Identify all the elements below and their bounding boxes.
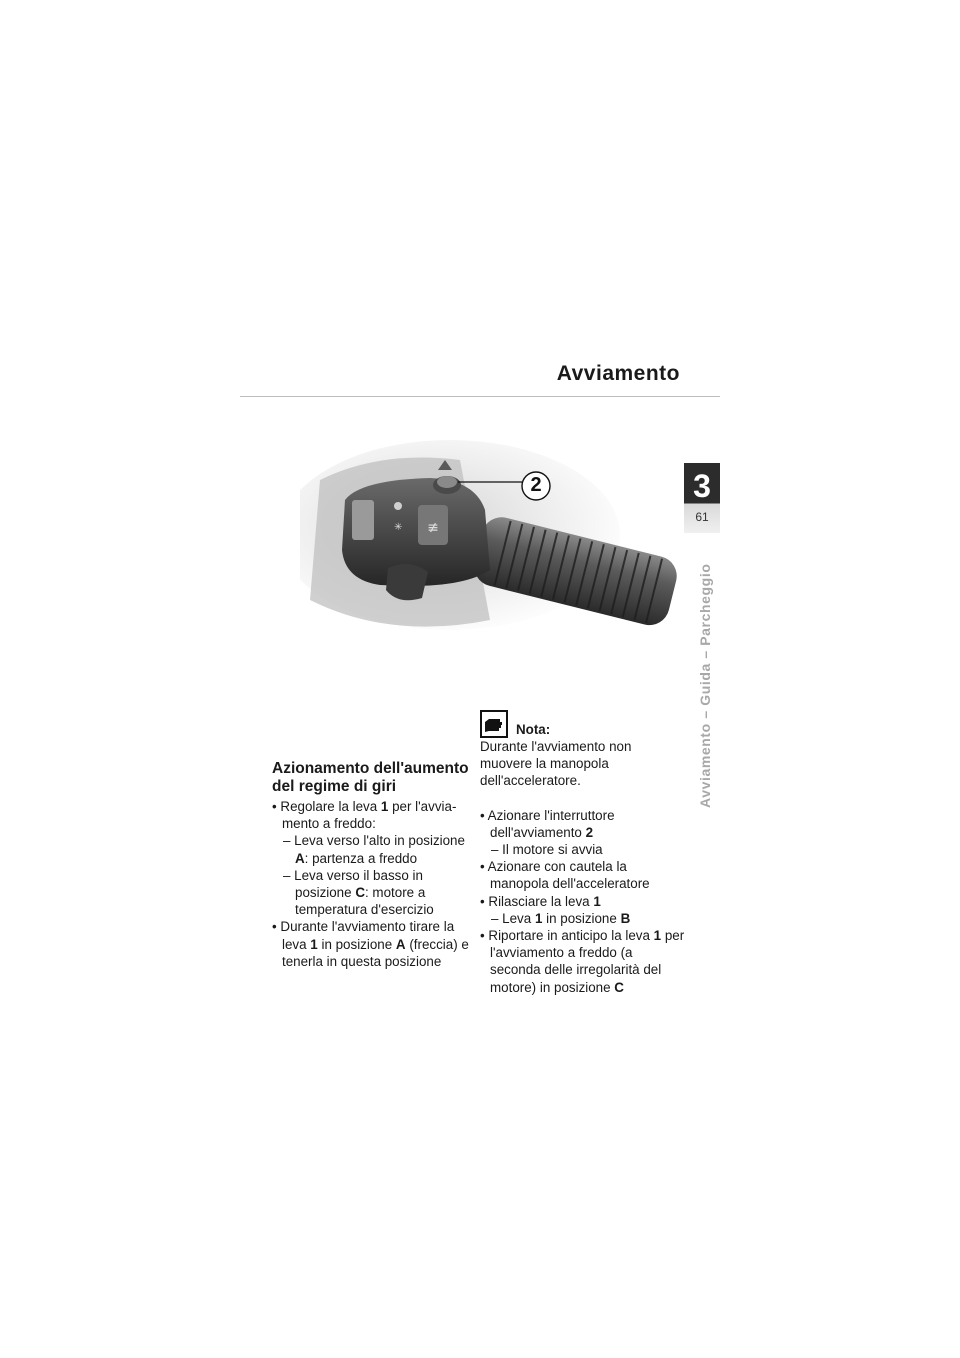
handlebar-switch-photo [300,440,680,650]
header-divider [240,396,720,397]
svg-text:✳: ✳ [394,522,403,533]
list-item: • Durante l'avviamento tirare la leva 1 in posizione A (freccia) e tenerla in questa posizione [272,919,469,969]
list-item: • Azionare con cautela la manopola dell'acceleratore [480,859,650,892]
page-title: Avviamento [556,362,680,385]
note-hand-icon [480,710,508,738]
list-item: • Regolare la leva 1 per l'avvia-mento a freddo: [272,799,457,832]
callout-number: 2 [530,474,542,496]
left-column [272,760,472,970]
list-item: • Azionare l'interruttore dell'avviamento 2 [480,807,615,840]
chapter-number: 3 [693,468,711,504]
list-item: – Il motore si avvia [491,842,603,858]
list-item: • Rilasciare la leva 1 [480,893,601,909]
list-item: – Leva 1 in posizione B [491,910,631,926]
note-text: Durante l'avviamento non muovere la manopola dell'acceleratore. [480,739,632,789]
page-number: 61 [695,510,709,524]
note-label: Nota: [516,722,551,737]
section-title-line-1: Azionamento dell'aumento [272,760,469,777]
list-item: • Riportare in anticipo la leva 1 per l'avviamento a freddo (a seconda delle irregolarità del motore) in posizione C [480,928,685,995]
section-title-line-2: del regime di giri [272,778,397,795]
section-title [272,760,472,796]
chapter-side-label: Avviamento – Guida – Parcheggio [697,563,713,808]
note-header [480,708,685,738]
list-item: – Leva verso l'alto in posizione A: partenza a freddo [283,833,465,866]
right-column [480,708,685,996]
list-item: – Leva verso il basso in posizione C: motore a temperatura d'esercizio [283,867,434,918]
svg-text:≢: ≢ [427,520,439,536]
